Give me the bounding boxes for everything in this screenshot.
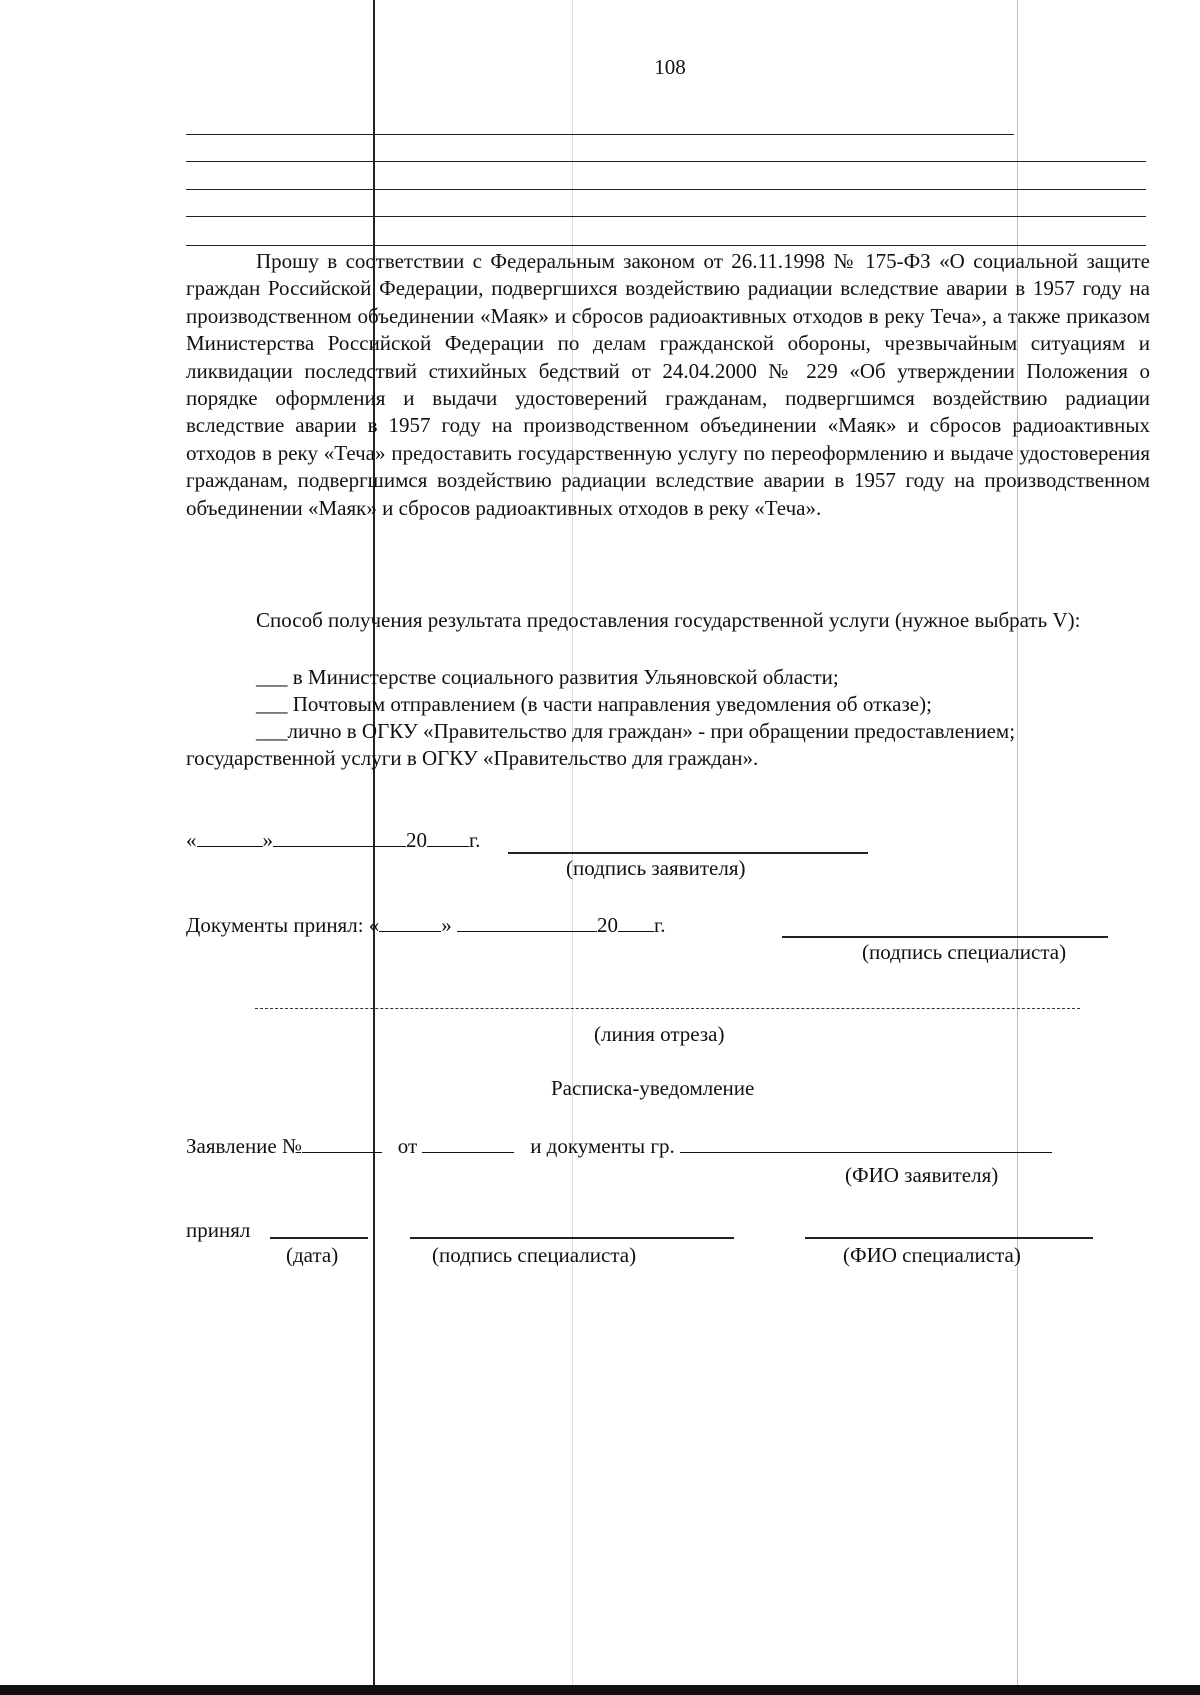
application-number-field[interactable] <box>302 1131 382 1153</box>
accepted-year-field[interactable] <box>618 910 654 932</box>
scan-bottom-border <box>0 1685 1200 1695</box>
applicant-date-line <box>186 825 481 853</box>
blank-line-3 <box>186 189 1146 190</box>
specialist-signature-line[interactable] <box>782 936 1108 938</box>
applicant-name-caption: (ФИО заявителя) <box>845 1163 999 1187</box>
blank-line-1 <box>186 134 1014 135</box>
accepted-month-field[interactable] <box>457 910 597 932</box>
accepted-year-prefix: 20 <box>597 913 619 937</box>
applicant-year-suffix: г. <box>469 828 481 852</box>
cut-line <box>255 1008 1080 1009</box>
receipt-specialist-name-caption: (ФИО специалиста) <box>843 1243 1021 1267</box>
receipt-application-line <box>186 1131 1052 1159</box>
blank-line-4 <box>186 216 1146 217</box>
receipt-documents-label: и документы гр. <box>530 1134 675 1158</box>
applicant-date-close-quote: » <box>262 828 273 852</box>
specialist-signature-caption: (подпись специалиста) <box>862 940 1067 964</box>
accepted-line <box>186 910 666 938</box>
blank-line-2 <box>186 161 1146 162</box>
applicant-month-field[interactable] <box>273 825 406 847</box>
application-date-field[interactable] <box>422 1131 514 1153</box>
accepted-year-suffix: г. <box>654 913 666 937</box>
applicant-signature-caption: (подпись заявителя) <box>566 856 746 880</box>
receipt-title: Расписка-уведомление <box>551 1076 755 1100</box>
receipt-accepted-label: принял <box>186 1218 251 1242</box>
applicant-day-field[interactable] <box>197 825 263 847</box>
option-continuation: государственной услуги в ОГКУ «Правительство для граждан». <box>186 746 759 770</box>
receipt-date-caption: (дата) <box>286 1243 339 1267</box>
method-paragraph: Способ получения результата предоставления государственной услуги (нужное выбрать V): <box>256 608 1081 632</box>
applicant-name-field[interactable] <box>680 1131 1052 1153</box>
accepted-label: Документы принял: « <box>186 913 380 937</box>
cut-line-caption: (линия отреза) <box>594 1022 725 1046</box>
applicant-signature-line[interactable] <box>508 852 868 854</box>
applicant-year-prefix: 20 <box>406 828 427 852</box>
receipt-specialist-signature-caption: (подпись специалиста) <box>432 1243 637 1267</box>
accepted-day-field[interactable] <box>379 910 441 932</box>
applicant-year-field[interactable] <box>427 825 469 847</box>
option-post: ___ Почтовым отправлением (в части направления уведомления об отказе); <box>256 692 932 716</box>
receipt-specialist-signature-line[interactable] <box>410 1237 734 1239</box>
page-number: 108 <box>654 55 686 79</box>
receipt-from-label: от <box>397 1134 418 1158</box>
accepted-close-quote: » <box>441 913 452 937</box>
option-ministry: ___ в Министерстве социального развития Ульяновской области; <box>256 665 839 689</box>
request-paragraph: Прошу в соответствии с Федеральным законом от 26.11.1998 № 175-ФЗ «О социальной защите граждан Российской Федерации, подвергшихся воздействию радиации вследствие аварии в 1957 году на производственном объединении «Маяк» и сбросов радиоактивных отходов в реку Теча», а также приказом Министерства Российской Федерации по делам гражданской обороны, чрезвычайным ситуациям и ликвидации последствий стихийных бедствий от 24.04.2000 № 229 «Об утверждении Положения о порядке оформления и выдачи удостоверений гражданам, подвергшимся воздействию радиации вследствие аварии в 1957 году на производственном объединении «Маяк» и сбросов радиоактивных отходов в реку «Теча» предоставить государственную услугу по переоформлению и выдаче удостоверения гражданам, подвергшимся воздействию радиации вследствие аварии в 1957 году на производственном объединении «Маяк» и сбросов радиоактивных отходов в реку «Теча». <box>186 249 1150 520</box>
applicant-date-open-quote: « <box>186 828 197 852</box>
receipt-date-line[interactable] <box>270 1237 368 1239</box>
option-in-person: ___лично в ОГКУ «Правительство для граждан» - при обращении предоставлением; <box>256 719 1016 743</box>
receipt-specialist-name-line[interactable] <box>805 1237 1093 1239</box>
receipt-application-label: Заявление № <box>186 1134 303 1158</box>
blank-line-5 <box>186 245 1146 246</box>
